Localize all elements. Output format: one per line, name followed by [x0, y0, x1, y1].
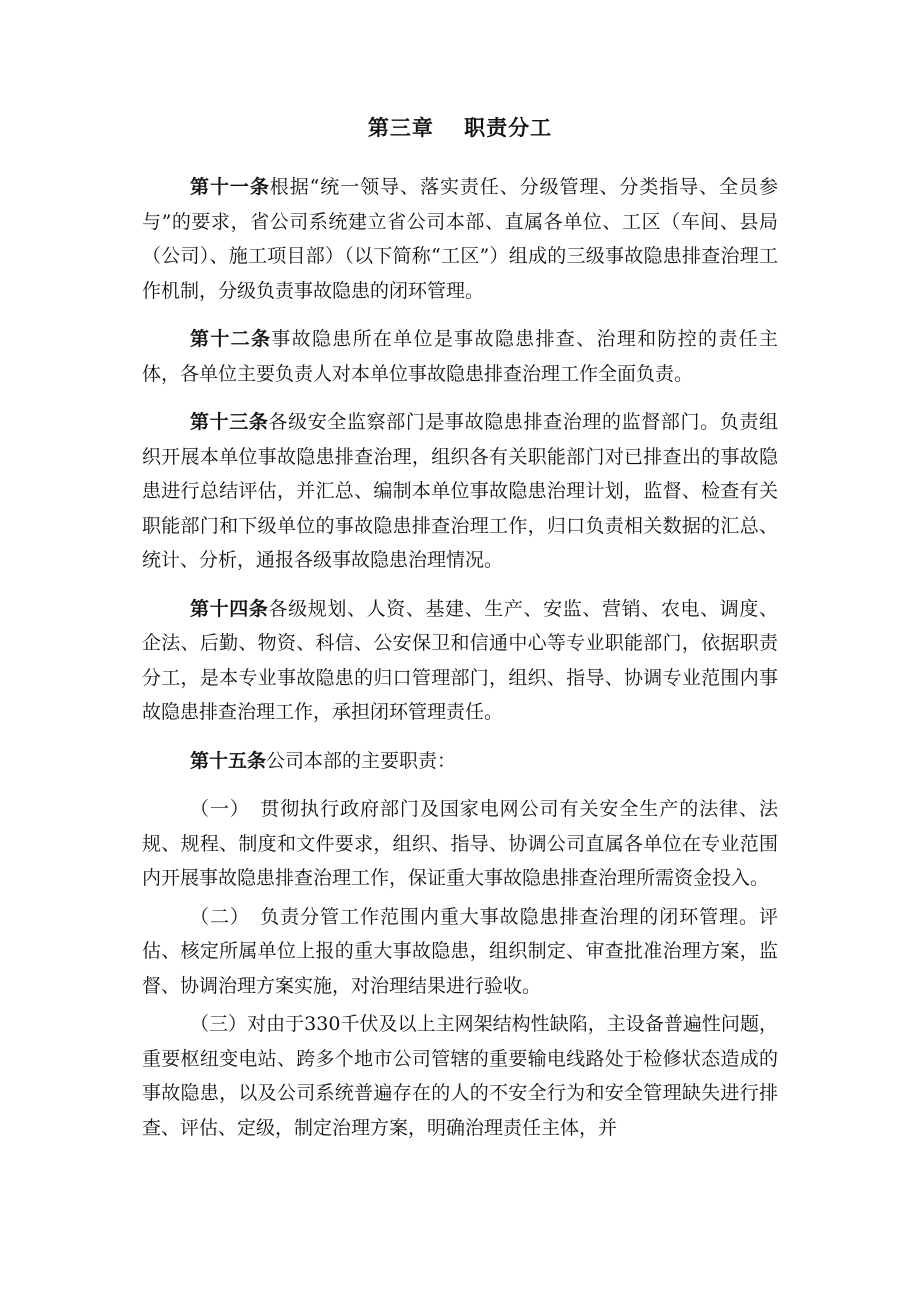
list-item-3: （三）对由于330千伏及以上主网架结构性缺陷，主设备普遍性问题，重要枢纽变电站、跨多个地市公司管辖的重要输电线路处于检修状态造成的事故隐患，以及公司系统普遍存在的人的不安全行为和安全管理缺失进行排查、评估、定级，制定治理方案，明确治理责任主体，并: [142, 1013, 778, 1139]
article-text: 根据“统一领导、落实责任、分级管理、分类指导、全员参与”的要求，省公司系统建立省公司本部、直属各单位、工区（车间、县局（公司）、施工项目部）（以下简称“工区”）组成的三级事故隐患排查治理工作机制，分级负责事故隐患的闭环管理。: [142, 176, 778, 302]
article-text: 各级规划、人资、基建、生产、安监、营销、农电、调度、企法、后勤、物资、科信、公安保卫和信通中心等专业职能部门，依据职责分工，是本专业事故隐患的归口管理部门，组织、指导、协调专业范围内事故隐患排查治理工作，承担闭环管理责任。: [142, 597, 778, 723]
article-label: 第十三条: [190, 411, 269, 433]
list-item-1: （一） 贯彻执行政府部门及国家电网公司有关安全生产的法律、法规、规程、制度和文件要求，组织、指导、协调公司直属各单位在专业范围内开展事故隐患排查治理工作，保证重大事故隐患排查治理所需资金投入。: [142, 798, 778, 889]
list-item-2: （二） 负责分管工作范围内重大事故隐患排查治理的闭环管理。评估、核定所属单位上报的重大事故隐患，组织制定、审查批准治理方案，监督、协调治理方案实施，对治理结果进行验收。: [142, 905, 778, 997]
article-15: [142, 744, 778, 779]
article-text: 各级安全监察部门是事故隐患排查治理的监督部门。负责组织开展本单位事故隐患排查治理，组织各有关职能部门对已排查出的事故隐患进行总结评估，并汇总、编制本单位事故隐患治理计划，监督、检查有关职能部门和下级单位的事故隐患排查治理工作，归口负责相关数据的汇总、统计、分析，通报各级事故隐患治理情况。: [142, 411, 778, 571]
article-text: 事故隐患所在单位是事故隐患排查、治理和防控的责任主体，各单位主要负责人对本单位事故隐患排查治理工作全面负责。: [142, 328, 778, 385]
article-label: 第十一条: [190, 176, 270, 198]
article-label: 第十四条: [190, 597, 269, 620]
article-13: [142, 405, 778, 578]
document-body: [142, 170, 778, 1145]
article-14: [142, 592, 778, 730]
article-12: [142, 322, 778, 391]
article-11: [142, 170, 778, 308]
chapter-title: 第三章 职责分工: [367, 116, 553, 140]
article-label: 第十五条: [190, 749, 267, 772]
article-label: 第十二条: [190, 328, 272, 350]
article-text: 公司本部的主要职责：: [266, 749, 457, 772]
